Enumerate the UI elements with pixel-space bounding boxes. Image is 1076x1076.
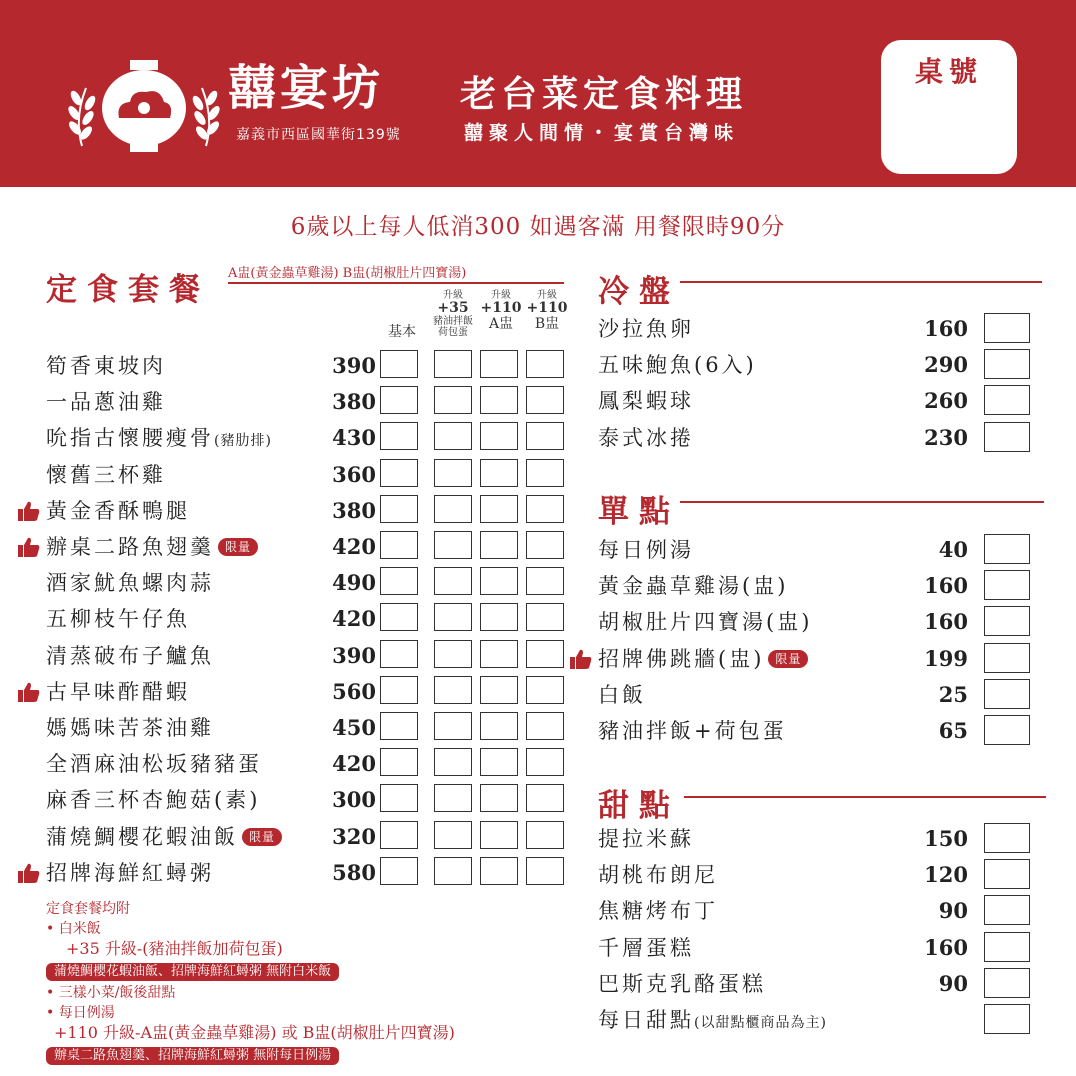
- order-box-a-upgrade[interactable]: [480, 821, 518, 849]
- order-box-a-upgrade[interactable]: [480, 784, 518, 812]
- order-box-a-upgrade[interactable]: [480, 531, 518, 559]
- order-box[interactable]: [984, 715, 1030, 745]
- menu-item-name: 蒲燒鯛櫻花蝦油飯 限量: [46, 821, 282, 853]
- menu-item-name: 黃金蟲草雞湯(盅): [598, 574, 789, 599]
- menu-item-name: 沙拉魚卵: [598, 317, 694, 341]
- menu-item-name: 千層蛋糕: [598, 935, 694, 960]
- menu-item-row: [46, 712, 566, 744]
- menu-item-price: 390: [332, 353, 376, 378]
- table-number-label: 桌號: [914, 55, 983, 88]
- order-box-b-upgrade[interactable]: [526, 422, 564, 450]
- menu-item-row: [598, 859, 1038, 891]
- menu-item-row: [598, 932, 1038, 964]
- thumbs-up-icon: [18, 863, 40, 883]
- order-box[interactable]: [984, 968, 1030, 998]
- order-box-basic[interactable]: [380, 386, 418, 414]
- note-rice-exception: 蒲燒鯛櫻花蝦油飯、招牌海鮮紅蟳粥 無附白米飯: [46, 963, 339, 981]
- lantern-logo: [64, 58, 224, 158]
- menu-item-price: 160: [924, 609, 968, 635]
- order-box-a-upgrade[interactable]: [480, 386, 518, 414]
- menu-item-name: 焦糖烤布丁: [598, 899, 718, 924]
- order-box[interactable]: [984, 932, 1030, 962]
- order-box-b-upgrade[interactable]: [526, 386, 564, 414]
- restaurant-subtitle: 老台菜定食料理: [460, 74, 748, 115]
- menu-item-row: [46, 422, 566, 454]
- menu-item-price: 360: [332, 461, 376, 487]
- menu-item-price: 65: [938, 718, 968, 743]
- cold-rule: [680, 281, 1042, 283]
- menu-item-name: 每日例湯: [598, 538, 694, 562]
- order-box-a-upgrade[interactable]: [480, 712, 518, 740]
- menu-item-row: [46, 350, 566, 382]
- menu-item-name: 一品蔥油雞: [46, 390, 166, 415]
- thumbs-up-icon: [18, 682, 40, 702]
- note-daily-soup: • 每日例湯: [46, 1005, 115, 1021]
- col-head-b-upgrade: 升級 +110 B盅: [526, 290, 568, 332]
- order-box[interactable]: [984, 534, 1030, 564]
- menu-item-name: 每日甜點(以甜點櫃商品為主): [598, 1008, 827, 1032]
- order-box[interactable]: [984, 570, 1030, 600]
- order-box-rice-upgrade[interactable]: [434, 567, 472, 595]
- limited-badge: 限量: [768, 650, 808, 668]
- order-box-rice-upgrade[interactable]: [434, 784, 472, 812]
- menu-item-row: [46, 640, 566, 672]
- order-box[interactable]: [984, 313, 1030, 343]
- menu-item-name: 提拉米蘇: [598, 827, 694, 851]
- brand-name: 囍宴坊: [228, 60, 385, 116]
- menu-item-row: [598, 534, 1038, 566]
- note-rice: • 白米飯: [46, 921, 101, 937]
- order-box-rice-upgrade[interactable]: [434, 531, 472, 559]
- order-box-a-upgrade[interactable]: [480, 640, 518, 668]
- order-box-rice-upgrade[interactable]: [434, 459, 472, 487]
- section-title-dessert: 甜點: [598, 788, 680, 824]
- order-box-basic[interactable]: [380, 712, 418, 740]
- menu-item-name: 古早味酢醋蝦: [46, 679, 190, 704]
- menu-item-row: [598, 385, 1038, 417]
- order-box-b-upgrade[interactable]: [526, 676, 564, 704]
- order-box-b-upgrade[interactable]: [526, 857, 564, 885]
- menu-item-name: 黃金香酥鴨腿: [46, 498, 190, 523]
- section-title-cold: 冷盤: [598, 274, 680, 310]
- col-head-basic: 基本: [388, 324, 416, 340]
- order-box[interactable]: [984, 859, 1030, 889]
- menu-item-name: 辦桌二路魚翅羹 限量: [46, 531, 258, 563]
- limited-badge: 限量: [242, 828, 282, 846]
- col-head-rice-upgrade: 升級 +35 豬油拌飯荷包蛋: [433, 290, 473, 338]
- single-rule: [680, 501, 1044, 503]
- order-box[interactable]: [984, 385, 1030, 415]
- order-box-a-upgrade[interactable]: [480, 676, 518, 704]
- menu-item-row: [46, 531, 566, 563]
- order-box-rice-upgrade[interactable]: [434, 640, 472, 668]
- order-box-a-upgrade[interactable]: [480, 459, 518, 487]
- menu-item-row: [46, 459, 566, 491]
- order-box-basic[interactable]: [380, 495, 418, 523]
- slogan: 囍聚人間情・宴賞台灣味: [464, 122, 740, 144]
- order-box-a-upgrade[interactable]: [480, 748, 518, 776]
- order-box-a-upgrade[interactable]: [480, 422, 518, 450]
- menu-item-price: 320: [332, 823, 376, 849]
- menu-item-row: [46, 748, 566, 780]
- menu-item-price: 230: [924, 424, 968, 450]
- order-box-a-upgrade[interactable]: [480, 350, 518, 378]
- order-box-basic[interactable]: [380, 857, 418, 885]
- order-box-b-upgrade[interactable]: [526, 712, 564, 740]
- menu-item-name: 媽媽味苦茶油雞: [46, 716, 214, 740]
- menu-item-price: 300: [332, 787, 376, 813]
- order-box-rice-upgrade[interactable]: [434, 676, 472, 704]
- order-box-b-upgrade[interactable]: [526, 495, 564, 523]
- order-box[interactable]: [984, 895, 1030, 925]
- menu-item-row: [598, 606, 1038, 638]
- order-box-b-upgrade[interactable]: [526, 640, 564, 668]
- menu-item-price: 160: [924, 934, 968, 960]
- order-box-basic[interactable]: [380, 567, 418, 595]
- order-box-b-upgrade[interactable]: [526, 459, 564, 487]
- dessert-rule: [684, 796, 1046, 798]
- menu-item-name: 筍香東坡肉: [46, 354, 166, 378]
- order-box-basic[interactable]: [380, 603, 418, 631]
- menu-item-name: 招牌佛跳牆(盅) 限量: [598, 643, 808, 675]
- menu-item-price: 490: [332, 570, 376, 596]
- thumbs-up-icon: [570, 649, 592, 669]
- order-box-rice-upgrade[interactable]: [434, 495, 472, 523]
- menu-item-name: 清蒸破布子鱸魚: [46, 643, 214, 668]
- menu-item-row: [598, 823, 1038, 855]
- order-box-basic[interactable]: [380, 784, 418, 812]
- menu-item-row: [598, 715, 1038, 747]
- menu-item-price: 90: [938, 898, 968, 924]
- menu-item-row: [46, 784, 566, 816]
- order-box[interactable]: [984, 823, 1030, 853]
- menu-item-row: [598, 570, 1038, 602]
- order-box-basic[interactable]: [380, 422, 418, 450]
- menu-item-price: 90: [938, 970, 968, 996]
- order-box-b-upgrade[interactable]: [526, 784, 564, 812]
- order-box-a-upgrade[interactable]: [480, 857, 518, 885]
- menu-item-row: [598, 1004, 1038, 1036]
- menu-item-name: 泰式冰捲: [598, 425, 694, 450]
- menu-item-price: 260: [924, 388, 968, 414]
- order-box-basic[interactable]: [380, 531, 418, 559]
- order-box-a-upgrade[interactable]: [480, 603, 518, 631]
- section-title-set-meals: 定食套餐: [46, 272, 210, 308]
- order-box-b-upgrade[interactable]: [526, 821, 564, 849]
- thumbs-up-icon: [18, 501, 40, 521]
- order-box[interactable]: [984, 349, 1030, 379]
- order-box-b-upgrade[interactable]: [526, 567, 564, 595]
- order-box[interactable]: [984, 422, 1030, 452]
- order-box-rice-upgrade[interactable]: [434, 857, 472, 885]
- order-box[interactable]: [984, 643, 1030, 673]
- note-soup-exception: 辦桌二路魚翅羹、招牌海鮮紅蟳粥 無附每日例湯: [46, 1047, 339, 1065]
- menu-item-price: 40: [938, 537, 968, 562]
- menu-item-price: 380: [332, 389, 376, 415]
- menu-item-price: 420: [332, 751, 376, 777]
- menu-item-name: 巴斯克乳酪蛋糕: [598, 971, 766, 996]
- menu-item-row: [598, 349, 1038, 381]
- menu-item-note: (以甜點櫃商品為主): [694, 1015, 827, 1031]
- menu-item-row: [46, 603, 566, 635]
- menu-item-price: 380: [332, 497, 376, 523]
- menu-item-row: [46, 567, 566, 599]
- menu-item-name: 五柳枝午仔魚: [46, 607, 190, 632]
- menu-item-row: [598, 968, 1038, 1000]
- menu-item-name: 招牌海鮮紅蟳粥: [46, 860, 214, 885]
- order-box-b-upgrade[interactable]: [526, 748, 564, 776]
- soup-variant-note: A盅(黃金蟲草雞湯) B盅(胡椒肚片四寶湯): [228, 266, 467, 281]
- order-box-rice-upgrade[interactable]: [434, 748, 472, 776]
- menu-item-row: [46, 676, 566, 708]
- variant-underline: [228, 282, 564, 284]
- menu-item-name: 豬油拌飯+荷包蛋: [598, 719, 787, 743]
- menu-item-price: 420: [332, 534, 376, 559]
- menu-item-row: [598, 313, 1038, 345]
- order-box-basic[interactable]: [380, 350, 418, 378]
- menu-item-name: 胡椒肚片四寶湯(盅): [598, 610, 813, 635]
- menu-item-name: 麻香三杯杏鮑菇(素): [46, 788, 261, 813]
- menu-item-price: 199: [924, 645, 968, 671]
- order-box-a-upgrade[interactable]: [480, 495, 518, 523]
- order-box-b-upgrade[interactable]: [526, 531, 564, 559]
- menu-item-row: [46, 821, 566, 853]
- table-number-box[interactable]: [881, 40, 1017, 174]
- menu-item-price: 390: [332, 642, 376, 668]
- menu-item-name: 酒家魷魚螺肉蒜: [46, 571, 214, 596]
- limited-badge: 限量: [218, 538, 258, 556]
- menu-item-name: 全酒麻油松坂豬豬蛋: [46, 752, 262, 777]
- menu-item-row: [46, 495, 566, 527]
- header-banner: [0, 0, 1076, 187]
- menu-item-row: [598, 895, 1038, 927]
- order-box-b-upgrade[interactable]: [526, 603, 564, 631]
- menu-item-name: 五味鮑魚(6入): [598, 353, 757, 378]
- menu-item-name: 懷舊三杯雞: [46, 462, 166, 487]
- col-head-a-upgrade: 升級 +110 A盅: [480, 290, 522, 332]
- order-box-a-upgrade[interactable]: [480, 567, 518, 595]
- set-includes-title: 定食套餐均附: [46, 901, 130, 917]
- minimum-charge-notice: 6歲以上每人低消300 如遇客滿 用餐限時90分: [290, 214, 786, 240]
- note-rice-upgrade: +35 升級-(豬油拌飯加荷包蛋): [66, 939, 283, 958]
- order-box-rice-upgrade[interactable]: [434, 712, 472, 740]
- thumbs-up-icon: [18, 537, 40, 557]
- order-box-basic[interactable]: [380, 821, 418, 849]
- menu-item-price: 25: [938, 681, 968, 707]
- order-box-rice-upgrade[interactable]: [434, 350, 472, 378]
- menu-item-note: (豬肋排): [214, 433, 272, 450]
- note-soup-upgrade: +110 升級-A盅(黃金蟲草雞湯) 或 B盅(胡椒肚片四寶湯): [54, 1023, 455, 1042]
- menu-item-price: 430: [332, 425, 376, 451]
- menu-item-row: [46, 857, 566, 889]
- menu-item-row: [598, 643, 1038, 675]
- menu-item-name: 鳳梨蝦球: [598, 389, 694, 414]
- order-box[interactable]: [984, 606, 1030, 636]
- order-box-rice-upgrade[interactable]: [434, 821, 472, 849]
- menu-item-price: 450: [332, 715, 376, 740]
- order-box-basic[interactable]: [380, 676, 418, 704]
- menu-item-price: 150: [924, 826, 968, 851]
- address: 嘉義市西區國華街139號: [236, 127, 401, 143]
- menu-item-price: 160: [924, 573, 968, 599]
- order-box[interactable]: [984, 1004, 1030, 1034]
- menu-item-row: [598, 679, 1038, 711]
- order-box[interactable]: [984, 679, 1030, 709]
- order-box-rice-upgrade[interactable]: [434, 603, 472, 631]
- menu-item-row: [46, 386, 566, 418]
- menu-item-name: 白飯: [598, 682, 646, 707]
- menu-item-price: 120: [924, 862, 968, 888]
- menu-item-price: 420: [332, 606, 376, 632]
- order-box-b-upgrade[interactable]: [526, 350, 564, 378]
- menu-item-name: 吮指古懷腰瘦骨(豬肋排): [46, 426, 272, 451]
- order-box-basic[interactable]: [380, 459, 418, 487]
- menu-item-price: 560: [332, 678, 376, 704]
- order-box-basic[interactable]: [380, 748, 418, 776]
- menu-item-name: 胡桃布朗尼: [598, 863, 718, 888]
- order-box-rice-upgrade[interactable]: [434, 422, 472, 450]
- note-sides: • 三樣小菜/飯後甜點: [46, 985, 176, 1001]
- menu-item-price: 580: [332, 859, 376, 885]
- menu-item-row: [598, 422, 1038, 454]
- order-box-rice-upgrade[interactable]: [434, 386, 472, 414]
- menu-item-price: 160: [924, 316, 968, 341]
- menu-item-price: 290: [924, 352, 968, 378]
- section-title-single: 單點: [598, 494, 680, 530]
- order-box-basic[interactable]: [380, 640, 418, 668]
